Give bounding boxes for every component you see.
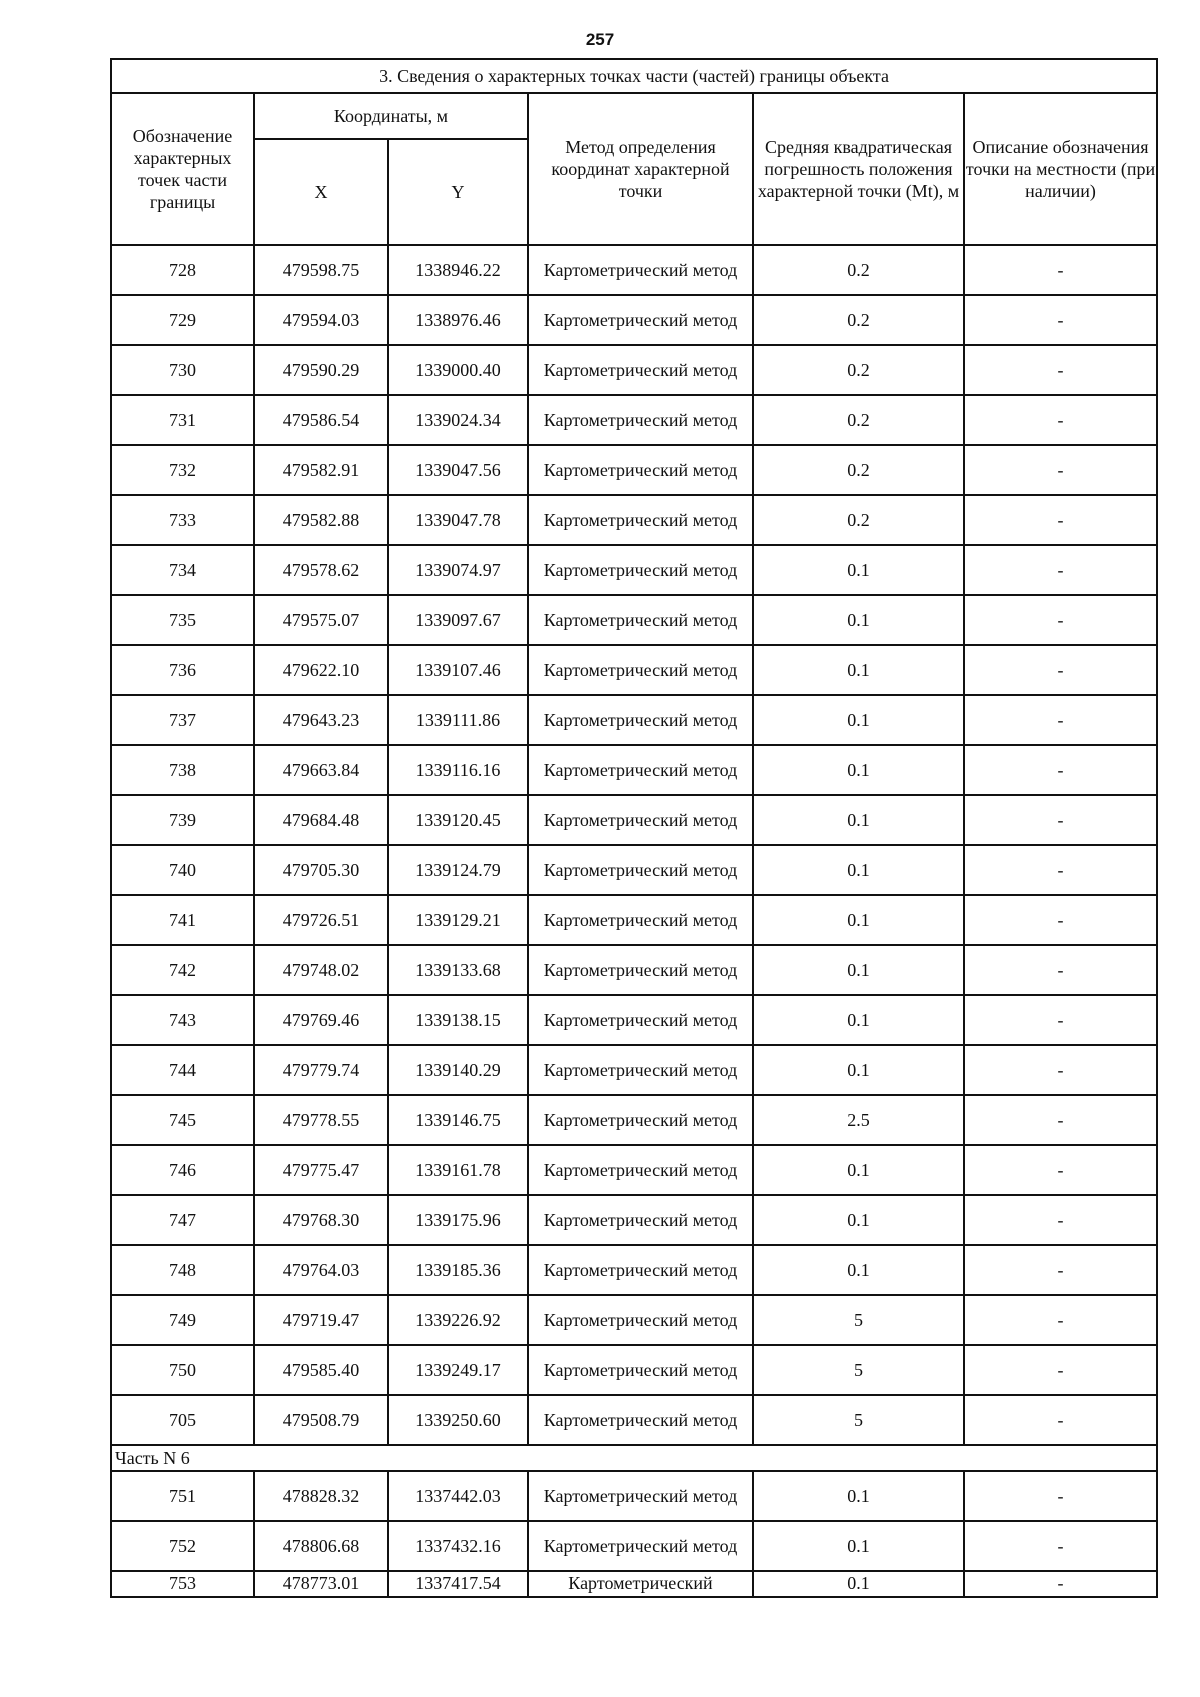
point-id-cell: 739 bbox=[111, 795, 254, 845]
table-row bbox=[111, 695, 1157, 745]
point-id-cell: 743 bbox=[111, 995, 254, 1045]
mean-error-cell: 0.1 bbox=[753, 1045, 964, 1095]
table-row bbox=[111, 845, 1157, 895]
y-coordinate-cell: 1339074.97 bbox=[388, 545, 528, 595]
page-number: 257 bbox=[585, 30, 615, 49]
method-cell: Картометрический метод bbox=[528, 895, 753, 945]
description-cell: - bbox=[964, 695, 1157, 745]
point-id-cell: 737 bbox=[111, 695, 254, 745]
point-id-cell: 736 bbox=[111, 645, 254, 695]
x-coordinate-cell: 479594.03 bbox=[254, 295, 388, 345]
point-id-cell: 733 bbox=[111, 495, 254, 545]
x-coordinate-cell: 479508.79 bbox=[254, 1395, 388, 1445]
method-cell: Картометрический метод bbox=[528, 545, 753, 595]
header-description: Описание обозначения точки на местности (при наличии) bbox=[964, 93, 1157, 245]
x-coordinate-cell: 479748.02 bbox=[254, 945, 388, 995]
x-coordinate-cell: 479719.47 bbox=[254, 1295, 388, 1345]
method-cell: Картометрический метод bbox=[528, 295, 753, 345]
x-coordinate-cell: 479582.88 bbox=[254, 495, 388, 545]
y-coordinate-cell: 1339120.45 bbox=[388, 795, 528, 845]
mean-error-cell: 0.1 bbox=[753, 1145, 964, 1195]
point-id-cell: 730 bbox=[111, 345, 254, 395]
mean-error-cell: 0.1 bbox=[753, 695, 964, 745]
y-coordinate-cell: 1339047.56 bbox=[388, 445, 528, 495]
description-cell: - bbox=[964, 1045, 1157, 1095]
description-cell: - bbox=[964, 595, 1157, 645]
y-coordinate-cell: 1337442.03 bbox=[388, 1471, 528, 1521]
description-cell: - bbox=[964, 1095, 1157, 1145]
mean-error-cell: 0.2 bbox=[753, 245, 964, 295]
y-coordinate-cell: 1339047.78 bbox=[388, 495, 528, 545]
mean-error-cell: 0.1 bbox=[753, 845, 964, 895]
y-coordinate-cell: 1339111.86 bbox=[388, 695, 528, 745]
table-row bbox=[111, 245, 1157, 295]
x-coordinate-cell: 479586.54 bbox=[254, 395, 388, 445]
mean-error-cell: 0.1 bbox=[753, 545, 964, 595]
point-id-cell: 747 bbox=[111, 1195, 254, 1245]
description-cell: - bbox=[964, 445, 1157, 495]
point-id-cell: 752 bbox=[111, 1521, 254, 1571]
table-row bbox=[111, 745, 1157, 795]
description-cell: - bbox=[964, 1295, 1157, 1345]
point-id-cell: 740 bbox=[111, 845, 254, 895]
table-row bbox=[111, 445, 1157, 495]
mean-error-cell: 0.1 bbox=[753, 645, 964, 695]
method-cell: Картометрический метод bbox=[528, 245, 753, 295]
x-coordinate-cell: 479663.84 bbox=[254, 745, 388, 795]
description-cell: - bbox=[964, 795, 1157, 845]
y-coordinate-cell: 1339097.67 bbox=[388, 595, 528, 645]
y-coordinate-cell: 1339161.78 bbox=[388, 1145, 528, 1195]
table-row bbox=[111, 345, 1157, 395]
table-row bbox=[111, 545, 1157, 595]
description-cell: - bbox=[964, 1245, 1157, 1295]
method-cell: Картометрический метод bbox=[528, 795, 753, 845]
y-coordinate-cell: 1339175.96 bbox=[388, 1195, 528, 1245]
description-cell: - bbox=[964, 845, 1157, 895]
y-coordinate-cell: 1339140.29 bbox=[388, 1045, 528, 1095]
method-cell: Картометрический метод bbox=[528, 1521, 753, 1571]
mean-error-cell: 0.1 bbox=[753, 1195, 964, 1245]
method-cell: Картометрический метод bbox=[528, 845, 753, 895]
y-coordinate-cell: 1339226.92 bbox=[388, 1295, 528, 1345]
mean-error-cell: 0.1 bbox=[753, 1471, 964, 1521]
description-cell: - bbox=[964, 1571, 1157, 1597]
description-cell: - bbox=[964, 1145, 1157, 1195]
method-cell: Картометрический метод bbox=[528, 1195, 753, 1245]
header-method: Метод определения координат характерной точки bbox=[528, 93, 753, 245]
x-coordinate-cell: 479775.47 bbox=[254, 1145, 388, 1195]
x-coordinate-cell: 478773.01 bbox=[254, 1571, 388, 1597]
description-cell: - bbox=[964, 295, 1157, 345]
mean-error-cell: 0.1 bbox=[753, 1521, 964, 1571]
method-cell: Картометрический метод bbox=[528, 345, 753, 395]
table-row bbox=[111, 645, 1157, 695]
table-row bbox=[111, 1245, 1157, 1295]
description-cell: - bbox=[964, 495, 1157, 545]
table-body bbox=[111, 245, 1157, 1445]
description-cell: - bbox=[964, 645, 1157, 695]
point-id-cell: 749 bbox=[111, 1295, 254, 1345]
table-row bbox=[111, 495, 1157, 545]
table-row bbox=[111, 1045, 1157, 1095]
x-coordinate-cell: 479575.07 bbox=[254, 595, 388, 645]
x-coordinate-cell: 479705.30 bbox=[254, 845, 388, 895]
point-id-cell: 751 bbox=[111, 1471, 254, 1521]
y-coordinate-cell: 1339000.40 bbox=[388, 345, 528, 395]
description-cell: - bbox=[964, 345, 1157, 395]
point-id-cell: 734 bbox=[111, 545, 254, 595]
description-cell: - bbox=[964, 245, 1157, 295]
method-cell: Картометрический метод bbox=[528, 1471, 753, 1521]
table-row bbox=[111, 1471, 1157, 1521]
mean-error-cell: 0.1 bbox=[753, 995, 964, 1045]
point-id-cell: 731 bbox=[111, 395, 254, 445]
method-cell: Картометрический метод bbox=[528, 445, 753, 495]
y-coordinate-cell: 1337417.54 bbox=[388, 1571, 528, 1597]
description-cell: - bbox=[964, 395, 1157, 445]
point-id-cell: 745 bbox=[111, 1095, 254, 1145]
method-cell: Картометрический метод bbox=[528, 1045, 753, 1095]
mean-error-cell: 0.1 bbox=[753, 945, 964, 995]
y-coordinate-cell: 1339107.46 bbox=[388, 645, 528, 695]
point-id-cell: 746 bbox=[111, 1145, 254, 1195]
method-cell: Картометрический метод bbox=[528, 645, 753, 695]
point-id-cell: 729 bbox=[111, 295, 254, 345]
x-coordinate-cell: 479622.10 bbox=[254, 645, 388, 695]
method-cell: Картометрический метод bbox=[528, 1395, 753, 1445]
table-row bbox=[111, 1395, 1157, 1445]
table-row bbox=[111, 1145, 1157, 1195]
x-coordinate-cell: 479590.29 bbox=[254, 345, 388, 395]
table-row bbox=[111, 895, 1157, 945]
method-cell: Картометрический метод bbox=[528, 945, 753, 995]
mean-error-cell: 0.1 bbox=[753, 895, 964, 945]
table-row bbox=[111, 1345, 1157, 1395]
description-cell: - bbox=[964, 1521, 1157, 1571]
method-cell: Картометрический метод bbox=[528, 1145, 753, 1195]
y-coordinate-cell: 1339249.17 bbox=[388, 1345, 528, 1395]
x-coordinate-cell: 479778.55 bbox=[254, 1095, 388, 1145]
mean-error-cell: 0.2 bbox=[753, 495, 964, 545]
method-cell: Картометрический метод bbox=[528, 1295, 753, 1345]
method-cell: Картометрический метод bbox=[528, 995, 753, 1045]
header-x: X bbox=[254, 139, 388, 245]
x-coordinate-cell: 479764.03 bbox=[254, 1245, 388, 1295]
x-coordinate-cell: 479643.23 bbox=[254, 695, 388, 745]
table-row bbox=[111, 595, 1157, 645]
mean-error-cell: 0.2 bbox=[753, 445, 964, 495]
mean-error-cell: 0.1 bbox=[753, 795, 964, 845]
method-cell: Картометрический метод bbox=[528, 1345, 753, 1395]
x-coordinate-cell: 479578.62 bbox=[254, 545, 388, 595]
point-id-cell: 744 bbox=[111, 1045, 254, 1095]
description-cell: - bbox=[964, 1345, 1157, 1395]
description-cell: - bbox=[964, 945, 1157, 995]
table-row bbox=[111, 795, 1157, 845]
mean-error-cell: 0.2 bbox=[753, 345, 964, 395]
point-id-cell: 748 bbox=[111, 1245, 254, 1295]
description-cell: - bbox=[964, 745, 1157, 795]
method-cell: Картометрический метод bbox=[528, 745, 753, 795]
y-coordinate-cell: 1338946.22 bbox=[388, 245, 528, 295]
table-row bbox=[111, 1095, 1157, 1145]
mean-error-cell: 5 bbox=[753, 1345, 964, 1395]
x-coordinate-cell: 479769.46 bbox=[254, 995, 388, 1045]
description-cell: - bbox=[964, 1471, 1157, 1521]
method-cell: Картометрический метод bbox=[528, 495, 753, 545]
mean-error-cell: 0.1 bbox=[753, 1245, 964, 1295]
description-cell: - bbox=[964, 1395, 1157, 1445]
y-coordinate-cell: 1339024.34 bbox=[388, 395, 528, 445]
table-row bbox=[111, 945, 1157, 995]
method-cell: Картометрический метод bbox=[528, 1245, 753, 1295]
description-cell: - bbox=[964, 995, 1157, 1045]
point-id-cell: 705 bbox=[111, 1395, 254, 1445]
table-row bbox=[111, 1571, 1157, 1597]
y-coordinate-cell: 1339116.16 bbox=[388, 745, 528, 795]
point-id-cell: 735 bbox=[111, 595, 254, 645]
x-coordinate-cell: 479585.40 bbox=[254, 1345, 388, 1395]
table-row bbox=[111, 295, 1157, 345]
mean-error-cell: 0.1 bbox=[753, 745, 964, 795]
mean-error-cell: 0.2 bbox=[753, 295, 964, 345]
y-coordinate-cell: 1339129.21 bbox=[388, 895, 528, 945]
mean-error-cell: 0.1 bbox=[753, 595, 964, 645]
method-cell: Картометрический метод bbox=[528, 595, 753, 645]
point-id-cell: 753 bbox=[111, 1571, 254, 1597]
x-coordinate-cell: 478828.32 bbox=[254, 1471, 388, 1521]
point-id-cell: 742 bbox=[111, 945, 254, 995]
y-coordinate-cell: 1339138.15 bbox=[388, 995, 528, 1045]
method-cell: Картометрический метод bbox=[528, 695, 753, 745]
x-coordinate-cell: 479726.51 bbox=[254, 895, 388, 945]
y-coordinate-cell: 1339185.36 bbox=[388, 1245, 528, 1295]
y-coordinate-cell: 1337432.16 bbox=[388, 1521, 528, 1571]
point-id-cell: 728 bbox=[111, 245, 254, 295]
x-coordinate-cell: 479598.75 bbox=[254, 245, 388, 295]
header-coordinates: Координаты, м bbox=[254, 93, 528, 139]
mean-error-cell: 2.5 bbox=[753, 1095, 964, 1145]
mean-error-cell: 0.1 bbox=[753, 1571, 964, 1597]
y-coordinate-cell: 1339250.60 bbox=[388, 1395, 528, 1445]
point-id-cell: 732 bbox=[111, 445, 254, 495]
point-id-cell: 750 bbox=[111, 1345, 254, 1395]
description-cell: - bbox=[964, 895, 1157, 945]
mean-error-cell: 5 bbox=[753, 1295, 964, 1345]
x-coordinate-cell: 478806.68 bbox=[254, 1521, 388, 1571]
y-coordinate-cell: 1338976.46 bbox=[388, 295, 528, 345]
part-label: Часть N 6 bbox=[111, 1445, 1157, 1471]
method-cell: Картометрический bbox=[528, 1571, 753, 1597]
boundary-points-table bbox=[110, 58, 1158, 1598]
header-error: Средняя квадратическая погрешность положения характерной точки (Mt), м bbox=[753, 93, 964, 245]
mean-error-cell: 0.2 bbox=[753, 395, 964, 445]
x-coordinate-cell: 479684.48 bbox=[254, 795, 388, 845]
y-coordinate-cell: 1339133.68 bbox=[388, 945, 528, 995]
x-coordinate-cell: 479582.91 bbox=[254, 445, 388, 495]
method-cell: Картометрический метод bbox=[528, 1095, 753, 1145]
point-id-cell: 741 bbox=[111, 895, 254, 945]
table-title: 3. Сведения о характерных точках части (частей) границы объекта bbox=[111, 59, 1157, 93]
mean-error-cell: 5 bbox=[753, 1395, 964, 1445]
table-body-part6 bbox=[111, 1471, 1157, 1597]
table-row bbox=[111, 1521, 1157, 1571]
table-row bbox=[111, 1295, 1157, 1345]
table-row bbox=[111, 1195, 1157, 1245]
method-cell: Картометрический метод bbox=[528, 395, 753, 445]
header-designation: Обозначение характерных точек части границы bbox=[111, 93, 254, 245]
table-row bbox=[111, 995, 1157, 1045]
x-coordinate-cell: 479768.30 bbox=[254, 1195, 388, 1245]
y-coordinate-cell: 1339146.75 bbox=[388, 1095, 528, 1145]
y-coordinate-cell: 1339124.79 bbox=[388, 845, 528, 895]
point-id-cell: 738 bbox=[111, 745, 254, 795]
header-y: Y bbox=[388, 139, 528, 245]
description-cell: - bbox=[964, 1195, 1157, 1245]
description-cell: - bbox=[964, 545, 1157, 595]
table-row bbox=[111, 395, 1157, 445]
x-coordinate-cell: 479779.74 bbox=[254, 1045, 388, 1095]
